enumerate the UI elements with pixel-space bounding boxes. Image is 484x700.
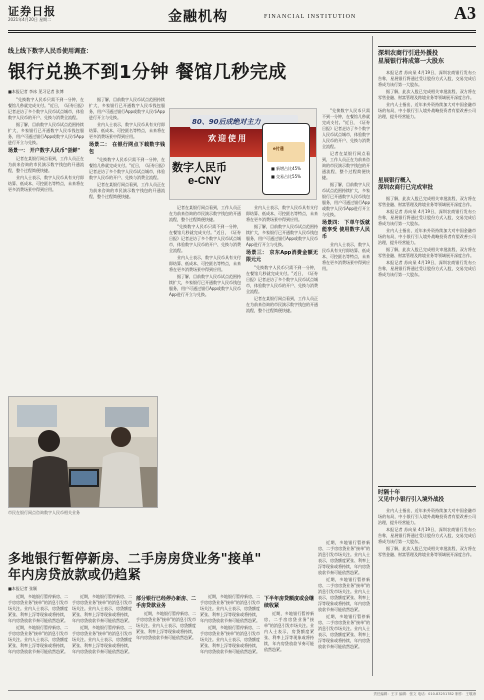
phone-rate-1: ■ 新增占比45% xyxy=(271,166,301,171)
newspaper-logo: 证券日报 xyxy=(8,5,56,18)
article-column-4 xyxy=(246,205,318,535)
bank-counter-photo xyxy=(9,397,158,508)
graphic-ecny-label: e-CNY xyxy=(188,175,222,187)
article-paragraph: 业内人士表示，数字人民币具有支付即结算、低成本、可控匿名等特点，未来将在更多消费场景中得到应用。 xyxy=(322,242,370,271)
right-story-1-body xyxy=(378,70,476,174)
phone-card xyxy=(267,142,305,162)
bottom-paragraph: 近期，多地银行暂停新房、二手房房贷业务"接单"的消息引发市场关注。业内人士表示，房贷额度紧张、利率上浮等现象或将持续，年内房贷放款节奏可能依然趋紧。 xyxy=(318,577,370,612)
bottom-paragraph: 近期，多地银行暂停新房、二手房房贷业务"接单"的消息引发市场关注。业内人士表示，房贷额度紧张、利率上浮等现象或将持续，年内房贷放款节奏可能依然趋紧。 xyxy=(72,625,132,654)
bottom-subhead: 下半年房贷额度或会继续收紧 xyxy=(264,596,314,609)
article-paragraph: 据了解，目前数字人民币试点范围持续扩大，多家银行已开通数字人民币钱包服务，用户可通过银行App或数字人民币App进行开立与兑换。 xyxy=(89,97,165,120)
right-column-rule-2 xyxy=(378,486,476,487)
bottom-paragraph: 近期，多地银行暂停新房、二手房房贷业务"接单"的消息引发市场关注。业内人士表示，房贷额度紧张、利率上浮等现象或将持续，年内房贷放款节奏可能依然趋紧。 xyxy=(318,540,370,575)
article-paragraph: 据了解，目前数字人民币试点范围持续扩大，多家银行已开通数字人民币钱包服务，用户可通过银行App或数字人民币App进行开立与兑换。 xyxy=(8,122,84,145)
article-column-1 xyxy=(8,97,84,389)
bottom-paragraph: 近期，多地银行暂停新房、二手房房贷业务"接单"的消息引发市场关注。业内人士表示，房贷额度紧张、利率上浮等现象或将持续，年内房贷放款节奏可能依然趋紧。 xyxy=(8,594,68,623)
article-headline: 银行兑换不到1分钟 餐馆几秒完成 xyxy=(8,62,287,83)
right-paragraph: 本报记者 苏向杲 4月19日，深圳农商银行发布公告称，星展银行将通过受让股份方式入股，交易完成后将成为该行第一大股东。 xyxy=(378,260,476,277)
article-paragraph: 记者在某银行网点看到，工作人员正在为前来咨询的市民演示数字钱包的开通流程，整个过程简便快捷。 xyxy=(8,156,84,173)
right-paragraph: 据了解，此次入股已完成相关审批流程，双方将在零售金融、财富管理及跨境业务等领域展开深度合作。 xyxy=(378,89,476,100)
bottom-column-1 xyxy=(8,594,68,686)
right-paragraph: 业内人士指出，近年来外资持续加大对中国金融市场的布局，中小银行引入境外战略投资者有望改善公司治理，提升经营能力。 xyxy=(378,228,476,245)
right-story-2-headline: 时隔十年 又见中小银行引入境外战投 xyxy=(378,490,445,503)
article-column-3 xyxy=(169,205,241,535)
article-column-2 xyxy=(89,97,165,389)
bottom-column-4 xyxy=(200,594,260,686)
bottom-column-3 xyxy=(136,594,196,686)
graphic-cny-label: 数字人民币 xyxy=(172,161,227,174)
ecny-graphic xyxy=(169,108,317,200)
bottom-column-6 xyxy=(318,540,370,686)
right-column-divider xyxy=(372,36,373,676)
article-paragraph: "兑换数字人民币只需不到一分钟，在餐馆几秒就完成支付。"近日，《证券日报》记者走访了多个数字人民币试点城市，体验数字人民币的开户、兑换与消费全流程。 xyxy=(89,157,165,180)
masthead xyxy=(8,3,476,33)
masthead-rule xyxy=(8,30,476,31)
phone-rate-2: ■ 交易占比55% xyxy=(271,174,301,179)
page-footer: 责任编辑：王宇 编辑：张文 电话：010-83251782 制作：王敬涛 xyxy=(8,690,476,697)
right-story-1-body-continued xyxy=(378,196,476,484)
article-paragraph: "兑换数字人民币只需不到一分钟，在餐馆几秒就完成支付。"近日，《证券日报》记者走访了多个数字人民币试点城市，体验数字人民币的开户、兑换与消费全流程。 xyxy=(169,224,241,253)
article-paragraph: "兑换数字人民币只需不到一分钟，在餐馆几秒就完成支付。"近日，《证券日报》记者走访了多个数字人民币试点城市，体验数字人民币的开户、兑换与消费全流程。 xyxy=(8,97,84,120)
article-paragraph: 业内人士表示，数字人民币具有支付即结算、低成本、可控匿名等特点，未来将在更多消费场景中得到应用。 xyxy=(8,175,84,192)
page-number: A3 xyxy=(454,3,476,23)
right-paragraph: 业内人士指出，近年来外资持续加大对中国金融市场的布局，中小银行引入境外战略投资者有望改善公司治理，提升经营能力。 xyxy=(378,102,476,119)
bottom-subhead: 部分银行已经停办新房、二手房贷款业务 xyxy=(136,596,196,609)
article-paragraph: 记者在某银行网点看到，工作人员正在为前来咨询的市民演示数字钱包的开通流程，整个过程简便快捷。 xyxy=(322,151,370,180)
article-kicker: 线上线下数字人民币使用调查： xyxy=(8,48,93,55)
bottom-paragraph: 近期，多地银行暂停新房、二手房房贷业务"接单"的消息引发市场关注。业内人士表示，房贷额度紧张、利率上浮等现象或将持续，年内房贷放款节奏可能依然趋紧。 xyxy=(200,625,260,654)
issue-date: 2021年4月20日 星期二 xyxy=(8,17,52,22)
article-paragraph: 据了解，目前数字人民币试点范围持续扩大，多家银行已开通数字人民币钱包服务，用户可通过银行App或数字人民币App进行开立与兑换。 xyxy=(322,182,370,217)
article-subhead: 场景二： 在银行网点下载数字钱包 xyxy=(89,142,165,155)
bottom-column-5 xyxy=(264,594,314,686)
bottom-paragraph: 近期，多地银行暂停新房、二手房房贷业务"接单"的消息引发市场关注。业内人士表示，房贷额度紧张、利率上浮等现象或将持续，年内房贷放款节奏可能依然趋紧。 xyxy=(72,594,132,623)
graphic-banner-text: 80、90后成绝对主力 xyxy=(192,118,261,126)
bottom-paragraph: 近期，多地银行暂停新房、二手房房贷业务"接单"的消息引发市场关注。业内人士表示，房贷额度紧张、利率上浮等现象或将持续，年内房贷放款节奏可能依然趋紧。 xyxy=(318,614,370,649)
bottom-paragraph: 近期，多地银行暂停新房、二手房房贷业务"接单"的消息引发市场关注。业内人士表示，房贷额度紧张、利率上浮等现象或将持续，年内房贷放款节奏可能依然趋紧。 xyxy=(200,594,260,623)
right-story-1-headline: 深圳农商行引进外援投 星展银行将成第一大股东 xyxy=(378,50,445,65)
bottom-paragraph: 近期，多地银行暂停新房、二手房房贷业务"接单"的消息引发市场关注。业内人士表示，房贷额度紧张、利率上浮等现象或将持续，年内房贷放款节奏可能依然趋紧。 xyxy=(264,611,314,652)
article-subhead: 场景一： 开户数字人民币"尝鲜" xyxy=(8,148,80,154)
right-paragraph: 据了解，此次入股已完成相关审批流程，双方将在零售金融、财富管理及跨境业务等领域展开深度合作。 xyxy=(378,546,476,557)
right-column-rule xyxy=(378,46,476,47)
section-title: 金融机构 xyxy=(168,9,228,25)
right-paragraph: 据了解，此次入股已完成相关审批流程，双方将在零售金融、财富管理及跨境业务等领域展开深度合作。 xyxy=(378,196,476,207)
article-subhead: 场景三： 京东App消费金额无限元元 xyxy=(246,250,318,263)
section-title-en: FINANCIAL INSTITUTION xyxy=(264,14,357,20)
right-paragraph: 本报记者 苏向杲 4月19日，深圳农商银行发布公告称，星展银行将通过受让股份方式入股，交易完成后将成为该行第一大股东。 xyxy=(378,209,476,226)
phone-brand: e付通 xyxy=(273,146,284,151)
news-photo xyxy=(8,396,158,508)
bottom-paragraph: 近期，多地银行暂停新房、二手房房贷业务"接单"的消息引发市场关注。业内人士表示，房贷额度紧张、利率上浮等现象或将持续，年内房贷放款节奏可能依然趋紧。 xyxy=(8,625,68,654)
article-paragraph: 业内人士表示，数字人民币具有支付即结算、低成本、可控匿名等特点，未来将在更多消费场景中得到应用。 xyxy=(246,205,318,222)
article-subhead: 场景四： 下单午饭就能享受 使用数字人民币 xyxy=(322,220,370,240)
phone-illustration xyxy=(262,123,310,195)
article-column-5 xyxy=(322,108,370,536)
article-paragraph: 业内人士表示，数字人民币具有支付即结算、低成本、可控匿名等特点，未来将在更多消费场景中得到应用。 xyxy=(169,255,241,272)
right-story-2-body xyxy=(378,508,476,686)
article-paragraph: 据了解，目前数字人民币试点范围持续扩大，多家银行已开通数字人民币钱包服务，用户可通过银行App或数字人民币App进行开立与兑换。 xyxy=(246,224,318,247)
graphic-welcome-text: 欢迎使用 xyxy=(208,134,248,143)
bottom-paragraph: 近期，多地银行暂停新房、二手房房贷业务"接单"的消息引发市场关注。业内人士表示，房贷额度紧张、利率上浮等现象或将持续，年内房贷放款节奏可能依然趋紧。 xyxy=(136,611,196,640)
right-paragraph: 本报记者 苏向杲 4月19日，深圳农商银行发布公告称，星展银行将通过受让股份方式入股，交易完成后将成为该行第一大股东。 xyxy=(378,70,476,87)
bottom-story-byline: ■本报记者 张颖 xyxy=(8,586,38,591)
article-paragraph: 据了解，目前数字人民币试点范围持续扩大，多家银行已开通数字人民币钱包服务，用户可通过银行App或数字人民币App进行开立与兑换。 xyxy=(169,274,241,297)
right-paragraph: 据了解，此次入股已完成相关审批流程，双方将在零售金融、财富管理及跨境业务等领域展开深度合作。 xyxy=(378,247,476,258)
article-paragraph: 业内人士表示，数字人民币具有支付即结算、低成本、可控匿名等特点，未来将在更多消费场景中得到应用。 xyxy=(89,122,165,139)
right-paragraph: 本报记者 苏向杲 4月19日，深圳农商银行发布公告称，星展银行将通过受让股份方式入股，交易完成后将成为该行第一大股东。 xyxy=(378,527,476,544)
article-paragraph: "兑换数字人民币只需不到一分钟，在餐馆几秒就完成支付。"近日，《证券日报》记者走访了多个数字人民币试点城市，体验数字人民币的开户、兑换与消费全流程。 xyxy=(322,108,370,149)
article-byline: ■本报记者 李冰 见习记者 张博 xyxy=(8,89,64,94)
photo-caption: 市民在银行网点咨询数字人民币相关业务 xyxy=(8,510,80,515)
article-paragraph: 记者在某银行网点看到，工作人员正在为前来咨询的市民演示数字钱包的开通流程，整个过程简便快捷。 xyxy=(169,205,241,222)
article-paragraph: "兑换数字人民币只需不到一分钟，在餐馆几秒就完成支付。"近日，《证券日报》记者走访了多个数字人民币试点城市，体验数字人民币的开户、兑换与消费全流程。 xyxy=(246,265,318,294)
bottom-column-2 xyxy=(72,594,132,686)
article-paragraph: 记者在某银行网点看到，工作人员正在为前来咨询的市民演示数字钱包的开通流程，整个过程简便快捷。 xyxy=(246,296,318,313)
right-paragraph: 业内人士指出，近年来外资持续加大对中国金融市场的布局，中小银行引入境外战略投资者有望改善公司治理，提升经营能力。 xyxy=(378,508,476,525)
right-story-1-subhead: 星展银行概入 深圳农商行已完成审批 xyxy=(378,178,434,191)
article-paragraph: 记者在某银行网点看到，工作人员正在为前来咨询的市民演示数字钱包的开通流程，整个过程简便快捷。 xyxy=(89,182,165,199)
bottom-story-headline: 多地银行暂停新房、二手房房贷业务"接单" 年内房贷放款或仍趋紧 xyxy=(8,552,262,583)
